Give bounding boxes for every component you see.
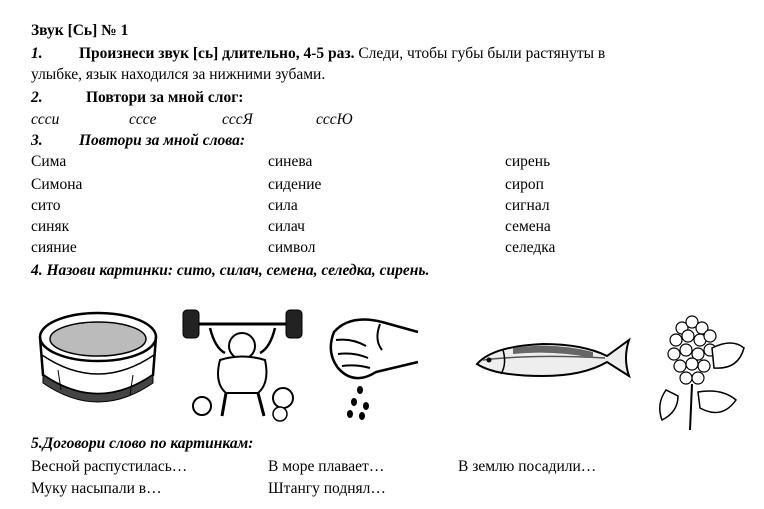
- word: семена: [505, 218, 551, 235]
- word: Симона: [31, 176, 83, 193]
- word: символ: [268, 239, 316, 256]
- task3-label: Повтори за мной слова:: [79, 132, 246, 149]
- task1-line2: улыбке, язык находился за нижними зубами.: [31, 66, 326, 83]
- syllable: сссЯ: [222, 111, 253, 128]
- task2-heading: [31, 89, 243, 107]
- sentence: Весной распустилась…: [31, 458, 188, 475]
- page-title: Звук [Сь] № 1: [31, 22, 129, 39]
- word: сито: [31, 197, 61, 214]
- task3-number: 3.: [31, 132, 43, 149]
- word: селедка: [505, 239, 556, 256]
- task4-heading: 4. Назови картинки: сито, силач, семена, селедка, сирень.: [31, 262, 430, 279]
- sieve-icon: [33, 305, 163, 410]
- syllable: ссси: [31, 111, 60, 128]
- task1-number: 1.: [31, 45, 43, 62]
- word: сигнал: [505, 197, 550, 214]
- word: сирень: [505, 153, 551, 170]
- syllable: сссЮ: [316, 111, 353, 128]
- word: сила: [268, 197, 298, 214]
- word: сироп: [505, 176, 544, 193]
- task3-heading: [31, 132, 245, 150]
- task2-label: Повтори за мной слог:: [86, 89, 244, 106]
- herring-fish-icon: [473, 330, 633, 390]
- sentence: Штангу поднял…: [268, 480, 386, 497]
- task1-line1: [31, 45, 605, 63]
- task5-heading: 5.Договори слово по картинкам:: [31, 435, 254, 452]
- task2-number: 2.: [31, 89, 43, 106]
- strongman-icon: [180, 298, 305, 423]
- word: сияние: [31, 239, 77, 256]
- word: силач: [268, 218, 305, 235]
- word: синева: [268, 153, 313, 170]
- hand-sowing-seeds-icon: [320, 310, 420, 420]
- sentence: В море плавает…: [268, 458, 385, 475]
- word: синяк: [31, 218, 70, 235]
- syllable: ссcе: [129, 111, 157, 128]
- sentence: Муку насыпали в…: [31, 480, 162, 497]
- word: сидение: [268, 176, 322, 193]
- word: Сима: [31, 153, 67, 170]
- task1-text: Следи, чтобы губы были растянуты в: [354, 45, 606, 62]
- task1-bold-text: Произнеси звук [сь] длительно, 4-5 раз.: [79, 45, 355, 62]
- lilac-branch-icon: [652, 308, 752, 433]
- sentence: В землю посадили…: [458, 458, 597, 475]
